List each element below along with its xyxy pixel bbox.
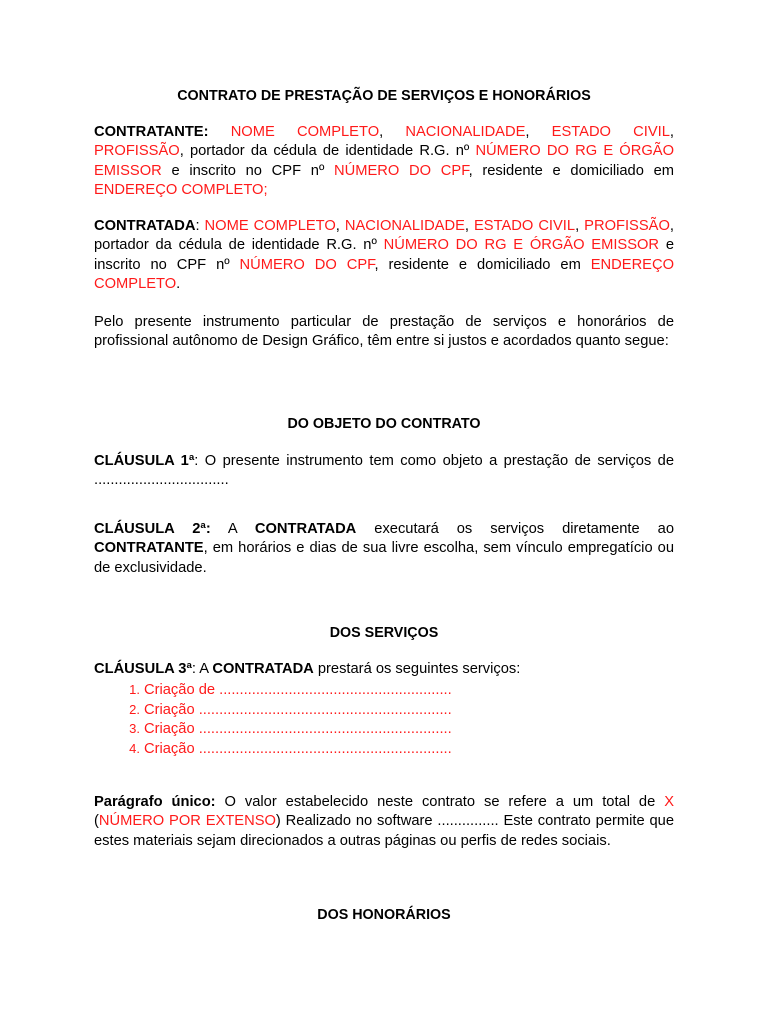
- clausula-2-contratada: CONTRATADA: [254, 521, 357, 537]
- section-heading-objeto: DO OBJETO DO CONTRATO: [287, 416, 481, 432]
- contract-title: CONTRATO DE PRESTAÇÃO DE SERVIÇOS E HONORÁRIOS: [177, 88, 591, 104]
- numero-por-extenso: NÚMERO POR EXTENSO: [98, 813, 276, 830]
- contratante-rg: NÚMERO DO RG E ÓRGÃO EMISSOR: [94, 143, 674, 179]
- clausula-2-contratante: CONTRATANTE: [94, 540, 204, 557]
- paragrafo-unico-text: (: [94, 813, 99, 830]
- contratada-profissao: PROFISSÃO: [584, 218, 670, 234]
- separator: ,: [335, 218, 345, 234]
- clausula-3-contratada: CONTRATADA: [212, 661, 314, 677]
- contratada-cpf: NÚMERO DO CPF: [239, 256, 375, 273]
- contratada-text: e inscrito no CPF nº: [94, 237, 674, 273]
- contratante-text: e inscrito no CPF nº: [161, 162, 335, 179]
- list-item: [94, 739, 674, 759]
- contratada-nome: NOME COMPLETO: [204, 218, 336, 234]
- contratante-profissao: PROFISSÃO: [94, 143, 180, 160]
- list-item: [94, 700, 674, 720]
- paragrafo-unico-text: O valor estabelecido neste contrato se refere a um total de: [215, 794, 665, 810]
- separator: ,: [379, 124, 406, 140]
- list-number: 2.: [129, 701, 140, 717]
- list-item-text: Criação de .........................................................: [144, 682, 452, 698]
- clausula-2-text: executará os serviços diretamente ao: [356, 521, 674, 537]
- clausula-3-label: CLÁUSULA 3ª: [94, 661, 192, 677]
- contratante-nome: NOME COMPLETO: [230, 124, 380, 140]
- contratada-text: , residente e domiciliado em: [374, 256, 591, 273]
- separator: ,: [464, 218, 474, 234]
- section-heading-servicos: DOS SERVIÇOS: [329, 625, 439, 641]
- contratada-nacionalidade: NACIONALIDADE: [344, 218, 465, 234]
- contratante-nacionalidade: NACIONALIDADE: [405, 124, 526, 140]
- separator: ,: [525, 124, 552, 140]
- clausula-3: [94, 660, 674, 679]
- list-number: 3.: [129, 721, 140, 737]
- clausula-2: [94, 520, 674, 578]
- separator: :: [195, 218, 205, 234]
- clausula-1-label: CLÁUSULA 1ª: [94, 453, 195, 469]
- list-item-text: Criação ..............................................................: [144, 740, 452, 757]
- services-list: [94, 680, 674, 758]
- list-item: [94, 680, 674, 700]
- paragrafo-unico: [94, 793, 674, 851]
- clausula-2-label: CLÁUSULA 2ª:: [94, 521, 211, 537]
- clausula-2-text: A: [210, 521, 255, 537]
- contratada-rg: NÚMERO DO RG E ÓRGÃO EMISSOR: [383, 237, 660, 254]
- separator: ,: [669, 124, 674, 140]
- intro-paragraph: Pelo presente instrumento particular de prestação de serviços e honorários de profissional autônomo de Design Gráfico, têm entre si justos e acordados quanto segue:: [94, 314, 674, 350]
- contratante-text: , residente e domiciliado em: [468, 162, 675, 179]
- contratada-text: , portador da cédula de identidade R.G. nº: [94, 218, 674, 254]
- contratante-endereco: ENDEREÇO COMPLETO;: [94, 181, 268, 198]
- valor-x: X: [664, 794, 674, 810]
- paragrafo-unico-label: Parágrafo único:: [94, 794, 216, 810]
- contratante-label: CONTRATANTE:: [94, 124, 209, 140]
- clausula-1-text: : O presente instrumento tem como objeto a prestação de serviços de .................................: [94, 453, 674, 489]
- contratada-estado-civil: ESTADO CIVIL: [474, 218, 576, 234]
- list-item: [94, 719, 674, 739]
- contratante-text: , portador da cédula de identidade R.G. nº: [179, 143, 476, 160]
- separator: ,: [575, 218, 585, 234]
- list-item-text: Criação ..............................................................: [144, 721, 452, 738]
- contratante-estado-civil: ESTADO CIVIL: [551, 124, 670, 140]
- separator: .: [176, 275, 181, 292]
- contratada-endereco: ENDEREÇO COMPLETO: [94, 256, 675, 292]
- clausula-3-text: prestará os seguintes serviços:: [313, 661, 521, 677]
- clausula-3-text: : A: [191, 661, 213, 677]
- clausula-1: [94, 452, 674, 491]
- contratante-cpf: NÚMERO DO CPF: [334, 162, 469, 179]
- clausula-2-text: , em horários e dias de sua livre escolha, sem vínculo empregatício ou de exclusividade.: [94, 540, 674, 576]
- paragrafo-unico-text: ) Realizado no software ............... Este contrato permite que estes materiais sejam direcionados a outras páginas ou perfis de redes sociais.: [94, 813, 674, 849]
- contratante-paragraph: [94, 123, 674, 200]
- list-number: 4.: [129, 740, 140, 756]
- contratada-paragraph: [94, 217, 674, 294]
- list-item-text: Criação ..............................................................: [144, 701, 452, 718]
- section-heading-honorarios: DOS HONORÁRIOS: [317, 907, 451, 923]
- contratada-label: CONTRATADA: [94, 218, 196, 234]
- list-number: 1.: [129, 682, 140, 697]
